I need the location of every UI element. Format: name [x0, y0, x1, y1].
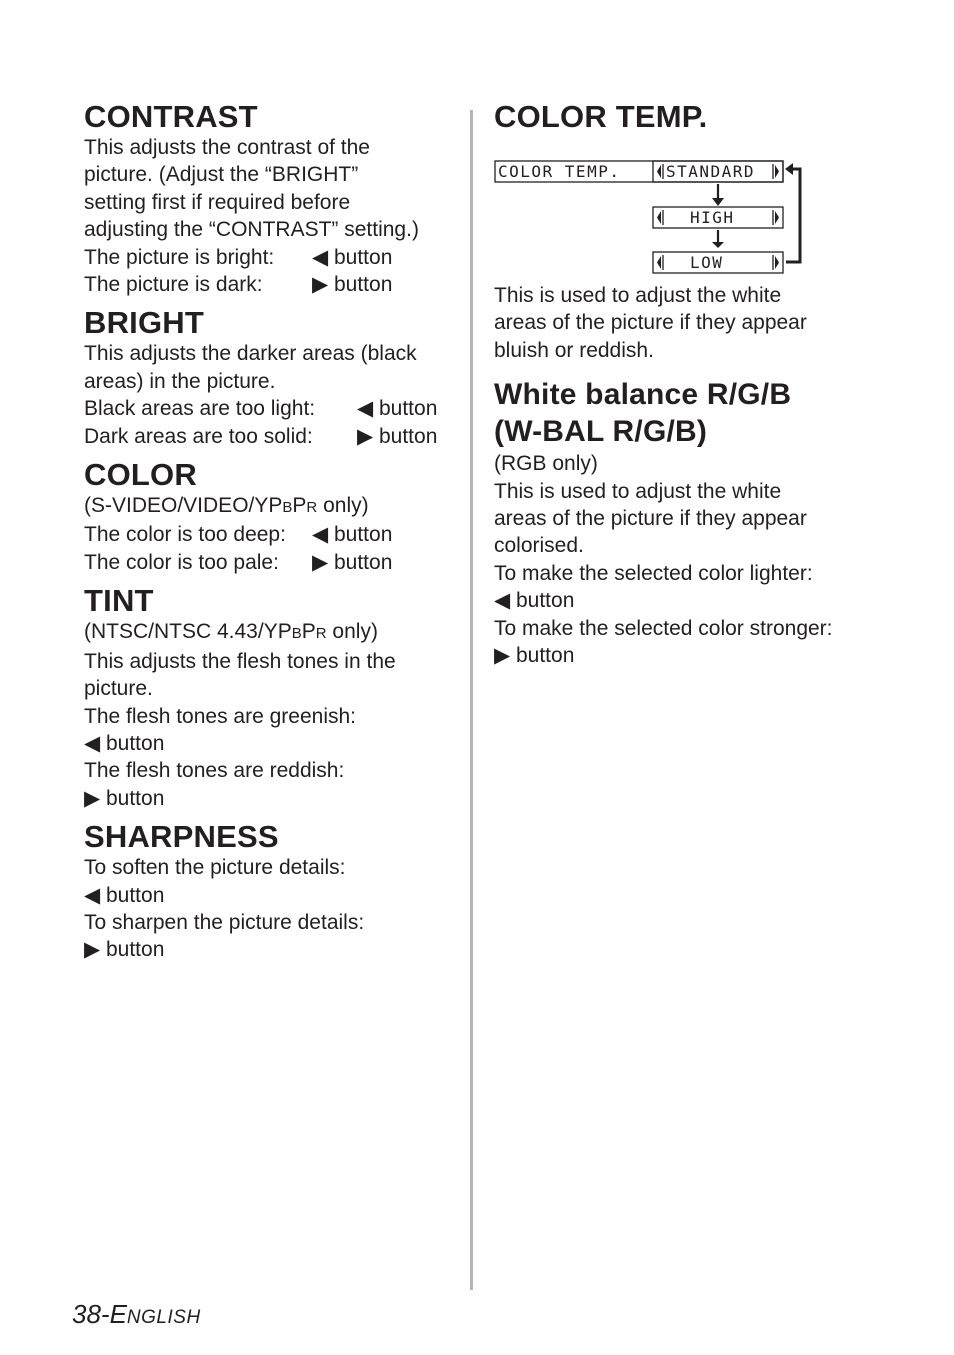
page-lang-first: E [109, 1299, 127, 1329]
note-sub-b: B [282, 499, 293, 517]
tint-text-5: The flesh tones are reddish: [84, 759, 345, 783]
row-label: The color is too deep: [84, 523, 286, 547]
right-arrow-icon [775, 211, 779, 224]
left-column [84, 100, 454, 972]
white-balance-text-4: colorised. [494, 534, 584, 558]
menu-standard-text: STANDARD [666, 162, 756, 181]
white-balance-text-2: This is used to adjust the white [494, 479, 782, 503]
row-label: The color is too pale: [84, 550, 279, 574]
note-sub-r: R [306, 499, 318, 517]
left-arrow-icon [657, 165, 661, 178]
contrast-text-3: setting first if required before [84, 190, 351, 214]
bright-text-2: areas) in the picture. [84, 369, 276, 393]
white-balance-heading-2: (W-BAL R/G/B) [494, 415, 708, 449]
white-balance-text-1: (RGB only) [494, 452, 598, 476]
row-action: ▶ button [312, 273, 393, 297]
sharpness-text-2: ◀ button [84, 883, 165, 907]
row-action: ◀ button [312, 245, 393, 269]
page-number [72, 1298, 201, 1334]
row-action: ▶ button [357, 424, 438, 448]
right-arrow-icon [775, 256, 779, 269]
right-arrow-icon [775, 165, 779, 178]
bright-heading: BRIGHT [84, 305, 205, 341]
note-sub-r: R [315, 625, 327, 643]
menu-label-text: COLOR TEMP. [498, 162, 621, 181]
contrast-section [84, 100, 454, 298]
color-row-deep [84, 521, 454, 548]
bright-row-light [84, 395, 454, 422]
bright-row-solid [84, 423, 454, 450]
menu-diagram-svg [494, 126, 814, 286]
tint-text-3: The flesh tones are greenish: [84, 704, 356, 728]
note-prefix: (NTSC/NTSC 4.43/YP [84, 620, 292, 644]
menu-high-text: HIGH [690, 208, 735, 227]
contrast-row-bright [84, 244, 454, 271]
menu-low-text: LOW [690, 253, 724, 272]
tint-note [84, 618, 454, 647]
color-section [84, 458, 454, 576]
left-arrow-icon [657, 211, 661, 224]
color-temp-text-3: bluish or reddish. [494, 338, 654, 362]
white-balance-text-6: ◀ button [494, 589, 575, 613]
loop-arrow-line [786, 169, 800, 262]
bright-text-1: This adjusts the darker areas (black [84, 342, 417, 366]
color-note [84, 492, 454, 521]
tint-heading: TINT [84, 583, 154, 619]
row-action: ◀ button [312, 523, 393, 547]
down-arrow-icon [712, 242, 724, 248]
note-sub-b: B [291, 625, 302, 643]
note-suffix: only) [326, 620, 378, 644]
contrast-heading: CONTRAST [84, 99, 258, 134]
color-temp-text-2: areas of the picture if they appear [494, 311, 807, 335]
page-lang-rest: NGLISH [126, 1307, 201, 1328]
down-arrow-icon [712, 198, 724, 206]
note-p: P [301, 620, 316, 644]
loop-arrow-icon [785, 163, 793, 175]
white-balance-text-3: areas of the picture if they appear [494, 507, 807, 531]
row-action: ▶ button [312, 550, 393, 574]
white-balance-text-5: To make the selected color lighter: [494, 561, 813, 585]
tint-text-6: ▶ button [84, 786, 165, 810]
row-label: Black areas are too light: [84, 397, 316, 421]
row-label: The picture is dark: [84, 273, 263, 297]
tint-section [84, 584, 454, 812]
color-temp-section [494, 100, 914, 364]
row-label: The picture is bright: [84, 245, 275, 269]
contrast-text-2: picture. (Adjust the “BRIGHT” [84, 163, 359, 187]
row-action: ◀ button [357, 397, 438, 421]
white-balance-text-7: To make the selected color stronger: [494, 616, 833, 640]
bright-section [84, 306, 454, 450]
sharpness-text-3: To sharpen the picture details: [84, 910, 365, 934]
sharpness-heading: SHARPNESS [84, 819, 279, 855]
sharpness-text-4: ▶ button [84, 938, 165, 962]
white-balance-text-8: ▶ button [494, 644, 575, 668]
tint-text-2: picture. [84, 677, 153, 701]
row-label: Dark areas are too solid: [84, 424, 313, 448]
note-p: P [292, 494, 307, 518]
page-number-value: 38- [72, 1299, 110, 1329]
white-balance-heading-1: White balance R/G/B [494, 378, 792, 412]
contrast-row-dark [84, 271, 454, 298]
column-divider [470, 110, 473, 1290]
color-heading: COLOR [84, 457, 197, 493]
contrast-text-4: adjusting the “CONTRAST” setting.) [84, 218, 419, 242]
note-suffix: only) [317, 494, 369, 518]
white-balance-section [494, 376, 914, 669]
color-temp-menu-diagram [494, 126, 914, 272]
tint-text-1: This adjusts the flesh tones in the [84, 649, 396, 673]
contrast-text-1: This adjusts the contrast of the [84, 136, 370, 159]
note-prefix: (S-VIDEO/VIDEO/YP [84, 494, 283, 518]
color-row-pale [84, 549, 454, 576]
sharpness-text-1: To soften the picture details: [84, 856, 346, 880]
color-temp-text-1: This is used to adjust the white [494, 284, 782, 307]
tint-text-4: ◀ button [84, 731, 165, 755]
left-arrow-icon [657, 256, 661, 269]
sharpness-section [84, 820, 454, 964]
right-column [494, 100, 914, 669]
color-temp-heading: COLOR TEMP. [494, 99, 708, 134]
